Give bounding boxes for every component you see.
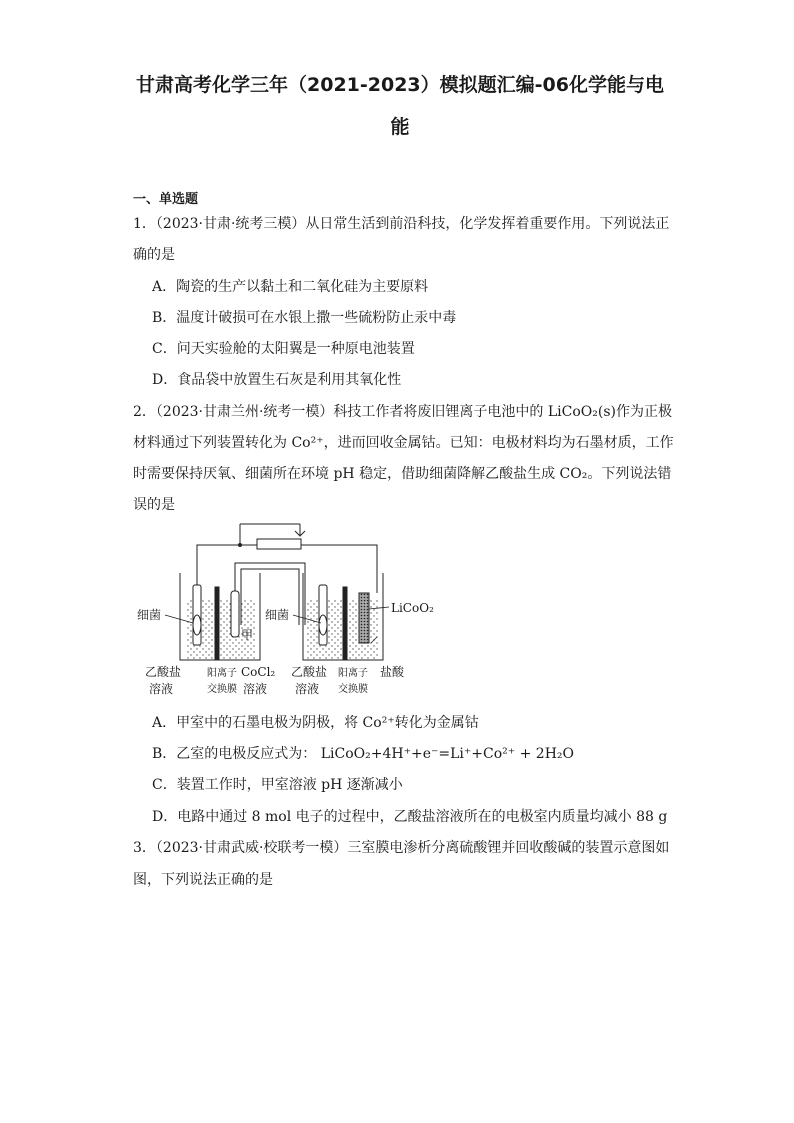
- label-acetate-right-1: 乙酸盐: [291, 665, 328, 679]
- licoo2-electrode: [359, 593, 369, 643]
- left-beaker: [180, 573, 260, 660]
- question-2-stem-line-2: 材料通过下列装置转化为 Co²⁺，进而回收金属钴。已知：电极材料均为石墨材质，工作: [133, 435, 674, 451]
- rheostat-icon: [257, 539, 301, 549]
- label-acetate-left-1: 乙酸盐: [145, 665, 182, 679]
- title-line-2: 能: [390, 116, 410, 138]
- right-cation-membrane: [343, 587, 347, 659]
- label-acetate-left-2: 溶液: [149, 682, 174, 696]
- label-acetate-right-2: 溶液: [295, 682, 320, 696]
- electrolysis-apparatus-diagram: [135, 515, 455, 700]
- question-3-stem-line-2: 图，下列说法正确的是: [133, 872, 273, 888]
- question-1-option-a: A．陶瓷的生产以黏土和二氧化硅为主要原料: [152, 279, 429, 295]
- label-membrane-right-2: 交换膜: [338, 684, 368, 695]
- question-2-option-d: D．电路中通过 8 mol 电子的过程中，乙酸盐溶液所在的电极室内质量均减小 88 g: [152, 809, 668, 825]
- label-cocl2-2: 溶液: [243, 682, 268, 696]
- left-cation-membrane: [215, 587, 219, 659]
- label-jia: 甲: [241, 628, 254, 642]
- question-2-stem-line-3: 时需要保持厌氧、细菌所在环境 pH 稳定，借助细菌降解乙酸盐生成 CO₂。下列说法错: [133, 466, 672, 482]
- label-hcl: 盐酸: [380, 665, 405, 679]
- question-1-option-b: B．温度计破损可在水银上撒一些硫粉防止汞中毒: [152, 310, 457, 326]
- label-cocl2-1: CoCl₂: [241, 665, 276, 679]
- label-membrane-right-1: 阳离子: [338, 668, 368, 679]
- section-heading: 一、单选题: [133, 192, 199, 207]
- question-1-option-c: C．问天实验舱的太阳翼是一种原电池装置: [152, 341, 415, 357]
- label-membrane-left-1: 阳离子: [207, 668, 237, 679]
- label-bacteria-left: 细菌: [137, 608, 162, 622]
- question-2-option-b: B．乙室的电极反应式为： LiCoO₂+4H⁺+e⁻=Li⁺+Co²⁺ + 2H₂O: [152, 746, 574, 762]
- question-1-stem-line-1: 1．（2023·甘肃·统考三模）从日常生活到前沿科技，化学发挥着重要作用。下列说法正: [133, 216, 670, 232]
- label-bacteria-right: 细菌: [265, 608, 290, 622]
- question-1-stem-line-2: 确的是: [133, 247, 175, 263]
- question-2-option-a: A．甲室中的石墨电极为阴极，将 Co²⁺转化为金属钴: [152, 715, 479, 731]
- question-2-stem-line-4: 误的是: [133, 497, 175, 513]
- question-2-stem-line-1: 2．（2023·甘肃兰州·统考一模）科技工作者将废旧锂离子电池中的 LiCoO₂(s)作为正极: [133, 404, 672, 420]
- title-line-1: 甘肃高考化学三年（2021-2023）模拟题汇编-06化学能与电: [136, 74, 664, 96]
- label-membrane-left-2: 交换膜: [207, 684, 237, 695]
- circuit-wire: [197, 524, 377, 593]
- question-1-option-d: D．食品袋中放置生石灰是利用其氧化性: [152, 372, 402, 388]
- jia-cathode-electrode: [231, 591, 239, 637]
- label-licoo2: LiCoO₂: [391, 601, 434, 615]
- question-3-stem-line-1: 3．（2023·甘肃武威·校联考一模）三室膜电渗析分离硫酸锂并回收酸碱的装置示意图如: [133, 840, 670, 856]
- question-2-option-c: C．装置工作时，甲室溶液 pH 逐渐减小: [152, 777, 403, 793]
